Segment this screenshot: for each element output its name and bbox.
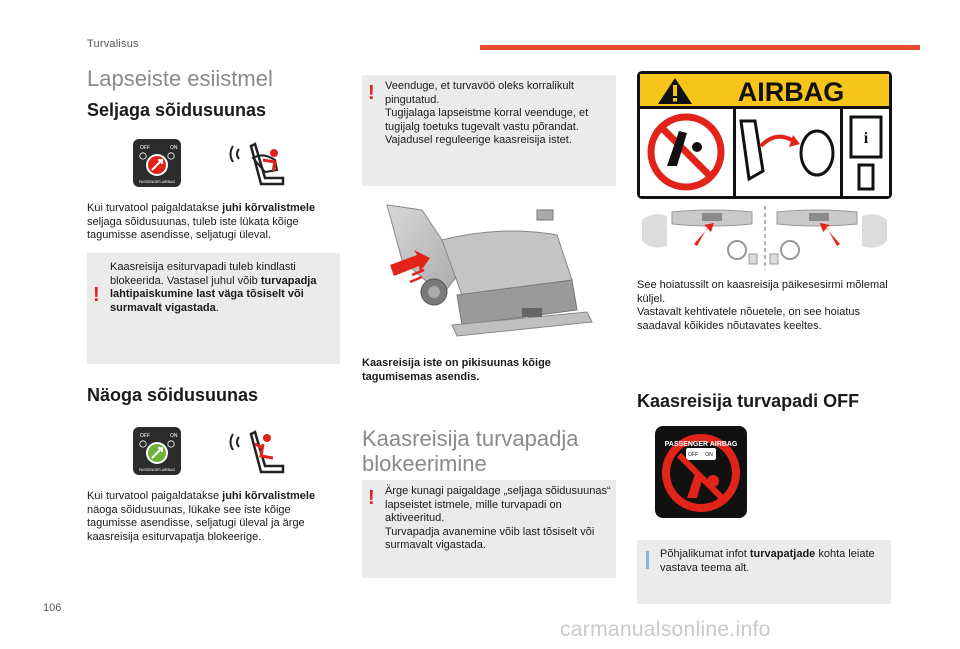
seatbelt-warning-text: Veenduge, et turvavöö oleks korralikult pingutatud. Tugijalaga lapseistme korral veenduge, et tugijalg toetuks tugevalt vastu põrandat. Vajadusel reguleerige kaasreisija istet. bbox=[385, 80, 589, 146]
indicator-passenger-label: PASSENGER AIRBAG bbox=[664, 441, 738, 448]
svg-text:i: i bbox=[863, 130, 869, 147]
airbag-switch-on-icon bbox=[133, 427, 181, 475]
indicator-on-label: ON bbox=[705, 452, 713, 458]
section-label: Turvalisus bbox=[87, 38, 139, 50]
sun-visor-text: See hoiatussilt on kaasreisija päikesesirmi mõlemal küljel. Vastavalt kehtivatele nõuetele, on see hoiatus saadaval kõikides nõutavates keeltes. bbox=[637, 279, 888, 332]
info-box bbox=[637, 540, 891, 604]
seatbelt-warning-box bbox=[362, 75, 616, 186]
forward-facing-heading: Näoga sõidusuunas bbox=[87, 385, 259, 405]
watermark: carmanualsonline.info bbox=[560, 618, 771, 641]
airbag-label-text: AIRBAG bbox=[737, 77, 845, 107]
switch-passenger-label: PASSENGER AIRBAG bbox=[138, 468, 176, 472]
info-icon bbox=[646, 551, 649, 569]
rear-facing-warning-box bbox=[87, 253, 340, 364]
switch-passenger-label: PASSENGER AIRBAG bbox=[138, 180, 176, 184]
switch-on-label: ON bbox=[170, 145, 178, 151]
rear-facing-warning-text: Kaasreisija esiturvapadi tuleb kindlasti blokeerida. Vastasel juhul võib turvapadja lahtipaiskumine last väga tõsiselt või surmavalt vigastada. bbox=[110, 261, 317, 314]
switch-on-label: ON bbox=[170, 433, 178, 439]
passenger-seat-illustration bbox=[382, 200, 600, 340]
info-text: Põhjalikumat infot turvapatjade kohta leiate vastava teema alt. bbox=[660, 548, 875, 574]
indicator-off-label: OFF bbox=[688, 452, 698, 458]
switch-off-label: OFF bbox=[140, 433, 150, 439]
page-title: Lapseiste esiistmel bbox=[87, 66, 273, 91]
airbag-switch-off-icon bbox=[133, 139, 181, 187]
airbag-blocking-warning-box bbox=[362, 480, 616, 578]
warning-icon: ! bbox=[368, 82, 375, 104]
airbag-off-heading: Kaasreisija turvapadi OFF bbox=[637, 391, 860, 411]
rear-facing-heading: Seljaga sõidusuunas bbox=[87, 100, 267, 120]
forward-facing-paragraph: Kui turvatool paigaldatakse juhi kõrvalistmele näoga sõidusuunas, lükake see iste kõige tagumisse asendisse, seljatugi üleval ja ärge kaasreisija esiturvapatja blokeerige. bbox=[87, 490, 316, 543]
seat-position-caption: Kaasreisija iste on pikisuunas kõige tagumisemas asendis. bbox=[362, 357, 551, 383]
header-accent-bar bbox=[480, 45, 920, 50]
switch-off-label: OFF bbox=[140, 145, 150, 151]
airbag-warning-label bbox=[637, 71, 892, 199]
page-number: 106 bbox=[43, 602, 62, 614]
warning-icon: ! bbox=[93, 284, 100, 306]
rear-facing-paragraph: Kui turvatool paigaldatakse juhi kõrvalistmele seljaga sõidusuunas, tuleb iste lükata kõige tagumisse asendisse, seljatugi üleval. bbox=[87, 202, 316, 241]
sun-visor-illustration bbox=[637, 206, 892, 270]
rear-facing-seat-icon bbox=[225, 138, 287, 186]
forward-facing-seat-icon bbox=[225, 426, 287, 474]
airbag-blocking-title: Kaasreisija turvapadja blokeerimine bbox=[362, 426, 579, 476]
warning-icon: ! bbox=[368, 487, 375, 509]
passenger-airbag-off-indicator bbox=[655, 426, 747, 518]
airbag-blocking-warning-text: Ärge kunagi paigaldage „seljaga sõidusuunas“ lapseistet istmele, mille turvapadi on aktiveeritud. Turvapadja avanemine võib last tõsiselt või surmavalt vigastada. bbox=[385, 485, 611, 551]
